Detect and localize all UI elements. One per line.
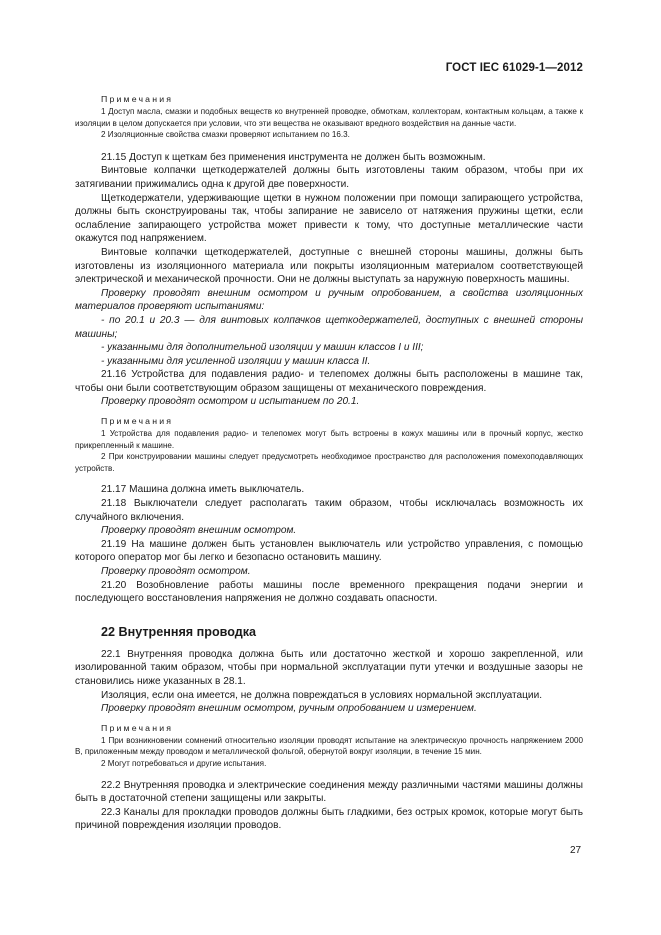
check-paragraph: Проверку проводят внешним осмотром и ручным опробованием, а свойства изоляционных материалов проверяют испытаниями:	[75, 287, 583, 313]
paragraph: 21.17 Машина должна иметь выключатель.	[101, 484, 305, 496]
paragraph: 22.3 Каналы для прокладки проводов должны быть гладкими, без острых кромок, которые могут быть причиной повреждения изоляции проводов.	[75, 806, 583, 832]
paragraph: Винтовые колпачки щеткодержателей, доступные с внешней стороны машины, должны быть изготовлены из изоляционного материала или покрыты изоляционным материалом соответствующей электрической и механической прочности. Они не должны выступать за наружную поверхность машины.	[75, 246, 583, 286]
check-list-item: - указанными для усиленной изоляции у машин класса II.	[101, 355, 371, 367]
note-item: 1 Устройства для подавления радио- и телепомех могут быть встроены в кожух машины или в прочный корпус, жестко прикрепленный к машине.	[75, 429, 583, 450]
standard-header: ГОСТ IEC 61029-1—2012	[445, 62, 583, 74]
note-item: 2 Могут потребоваться и другие испытания.	[101, 758, 267, 768]
check-paragraph: Проверку проводят осмотром и испытанием по 20.1.	[101, 396, 360, 408]
notes-title: Примечания	[101, 722, 174, 733]
note-item: 2 Изоляционные свойства смазки проверяют испытанием по 16.3.	[101, 130, 350, 140]
section-heading: 22 Внутренняя проводка	[101, 624, 257, 639]
paragraph: Щеткодержатели, удерживающие щетки в нужном положении при помощи запирающего устройства, должны быть сконструированы так, чтобы запирание не зависело от натяжения пружины щетки, если ослабление запирающего устройства может привести к тому, что доступные металлические части окажутся под напряжением.	[75, 192, 583, 245]
page-number: 27	[570, 845, 582, 856]
paragraph: Изоляция, если она имеется, не должна повреждаться в условиях нормальной эксплуатации.	[101, 689, 543, 701]
paragraph: 22.2 Внутренняя проводка и электрические соединения между различными частями машины должны быть в достаточной степени защищены или закрыты.	[75, 779, 583, 805]
paragraph: 21.18 Выключатели следует располагать таким образом, чтобы исключалась возможность их случайного включения.	[75, 498, 583, 523]
note-item: 1 При возникновении сомнений относительно изоляции проводят испытание на электрическую прочность напряжением 2000 В, приложенным между проводом и металлической фольгой, обернутой вокруг изоляции, в течение 15 мин.	[75, 735, 583, 757]
note-item: 1 Доступ масла, смазки и подобных веществ ко внутренней проводке, обмоткам, коллекторам, контактным кольцам, а также к изоляции в целом допускается при условии, что эти вещества не оказывают вредного воздействия на данные части.	[75, 107, 583, 128]
check-paragraph: Проверку проводят внешним осмотром, ручным опробованием и измерением.	[101, 703, 477, 715]
check-list-item: - по 20.1 и 20.3 — для винтовых колпачков щеткодержателей, доступных с внешней стороны машины;	[75, 314, 583, 340]
paragraph: Винтовые колпачки щеткодержателей должны быть изготовлены таким образом, чтобы при их затягивании прижимались одна к другой две поверхности.	[75, 165, 583, 190]
check-paragraph: Проверку проводят осмотром.	[101, 566, 251, 577]
paragraph: 21.20 Возобновление работы машины после временного прекращения подачи энергии и последующего восстановления напряжения не должно создавать опасности.	[75, 579, 583, 605]
paragraph: 21.19 На машине должен быть установлен выключатель или устройство управления, с помощью которого оператор мог бы легко и безопасно остановить машину.	[75, 538, 583, 564]
paragraph: 21.16 Устройства для подавления радио- и телепомех должны быть расположены в машине так, чтобы они были соответствующим образом защищены от механического повреждения.	[75, 369, 583, 394]
check-list-item: - указанными для дополнительной изоляции у машин классов I и III;	[101, 342, 424, 354]
paragraph: 21.15 Доступ к щеткам без применения инструмента не должен быть возможным.	[101, 151, 486, 163]
notes-title: Примечания	[101, 94, 174, 104]
page-content	[75, 93, 583, 833]
check-paragraph: Проверку проводят внешним осмотром.	[101, 525, 297, 537]
notes-title: Примечания	[101, 416, 174, 427]
note-item: 2 При конструировании машины следует предусмотреть необходимое пространство для расположения помехоподавляющих устройств.	[75, 452, 583, 473]
paragraph: 22.1 Внутренняя проводка должна быть или достаточно жесткой и хорошо закрепленной, или изолированной таким образом, чтобы при нормальной эксплуатации пути утечки и воздушные зазоры не становились ниже указанных в 28.1.	[75, 648, 583, 687]
